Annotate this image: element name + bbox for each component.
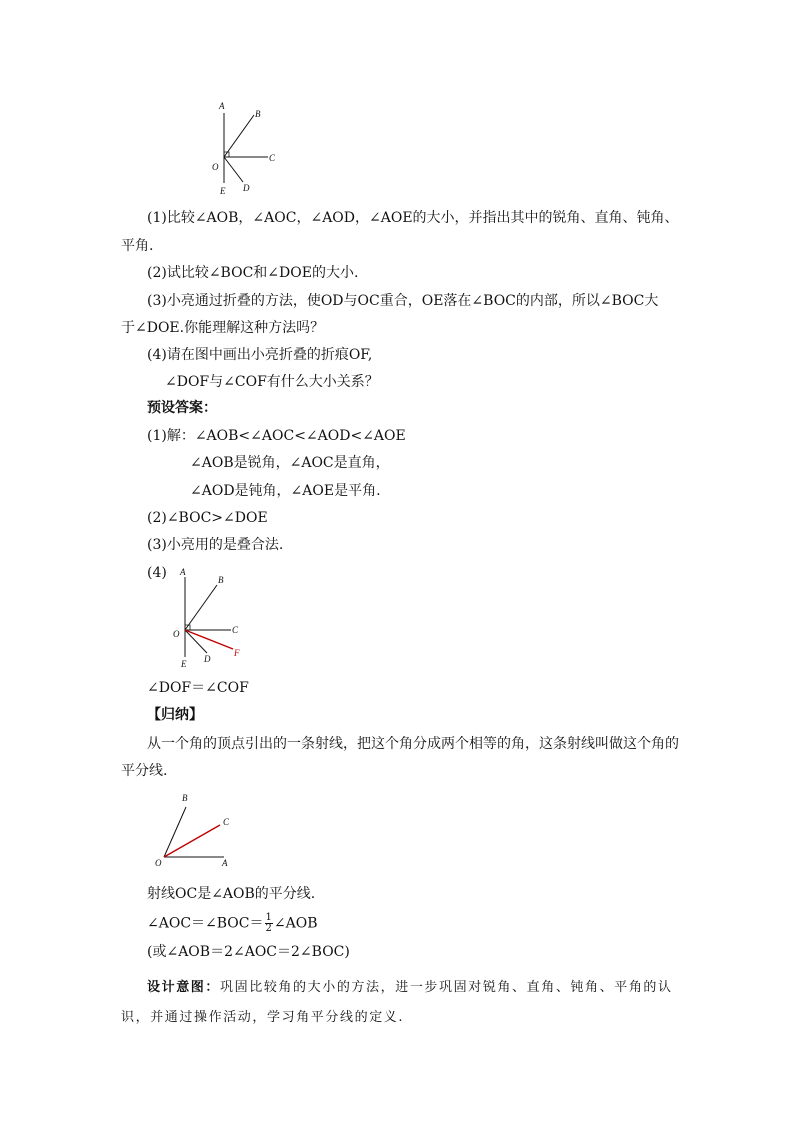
label-A: A xyxy=(180,567,186,577)
answer-4-label: (4) xyxy=(147,565,167,581)
fraction-denominator: 2 xyxy=(265,923,272,934)
answer-1-line-2: ∠AOB是锐角，∠AOC是直角， xyxy=(190,455,390,471)
design-intent-text-1: 巩固比较角的大小的方法，进一步巩固对锐角、直角、钝角、平角的认 xyxy=(220,980,673,995)
question-2: (2)试比较∠BOC和∠DOE的大小. xyxy=(147,265,359,281)
answer-1-line-3: ∠AOD是钝角，∠AOE是平角. xyxy=(190,483,381,499)
label-D: D xyxy=(204,654,211,664)
bisector-equation-1 xyxy=(147,913,317,934)
figure-3-angle-bisector xyxy=(150,790,240,870)
question-1-line-1: (1)比较∠AOB，∠AOC，∠AOD，∠AOE的大小，并指出其中的锐角、直角、钝角、 xyxy=(147,210,679,226)
one-half-fraction xyxy=(265,913,273,934)
label-C: C xyxy=(232,625,239,635)
answer-1-line-1: (1)解：∠AOB<∠AOC<∠AOD<∠AOE xyxy=(147,428,406,444)
design-intent-line-1 xyxy=(147,976,673,995)
answer-2: (2)∠BOC>∠DOE xyxy=(147,510,268,526)
label-O: O xyxy=(155,858,162,868)
label-F: F xyxy=(234,648,240,658)
bisector-equation-2: (或∠AOB＝2∠AOC＝2∠BOC) xyxy=(147,944,350,960)
question-1-line-2: 平角. xyxy=(121,238,154,254)
design-intent-line-2: 识，并通过操作活动，学习角平分线的定义. xyxy=(121,1010,405,1025)
equation-left: ∠AOC＝∠BOC＝ xyxy=(147,915,264,932)
label-O: O xyxy=(173,629,180,639)
fraction-numerator: 1 xyxy=(265,912,272,923)
label-D: D xyxy=(243,183,250,193)
question-3-line-1: (3)小亮通过折叠的方法，使OD与OC重合，OE落在∠BOC的内部，所以∠BOC大 xyxy=(147,293,659,309)
summary-heading: 【归纳】 xyxy=(147,707,203,723)
answers-heading: 预设答案： xyxy=(147,400,217,416)
label-O: O xyxy=(212,162,219,172)
label-A: A xyxy=(219,101,225,111)
answer-4-result: ∠DOF＝∠COF xyxy=(147,680,249,696)
figure-1-angles xyxy=(205,100,290,195)
question-3-line-2: 于∠DOE.你能理解这种方法吗？ xyxy=(121,320,325,336)
question-4-line-1: (4)请在图中画出小亮折叠的折痕OF, xyxy=(147,347,373,363)
figure-2-fold-crease xyxy=(170,565,255,670)
definition-line-1: 从一个角的顶点引出的一条射线，把这个角分成两个相等的角，这条射线叫做这个角的 xyxy=(147,736,679,752)
definition-line-2: 平分线. xyxy=(121,763,168,779)
label-E: E xyxy=(220,186,226,195)
design-intent-label: 设计意图： xyxy=(147,980,221,995)
ray-statement: 射线OC是∠AOB的平分线. xyxy=(147,886,316,902)
label-B: B xyxy=(255,109,261,119)
label-C: C xyxy=(223,817,230,827)
label-B: B xyxy=(218,575,224,585)
answer-3: (3)小亮用的是叠合法. xyxy=(147,537,284,553)
label-C: C xyxy=(269,153,276,163)
label-E: E xyxy=(181,659,187,669)
equation-right: ∠AOB xyxy=(273,915,318,932)
label-A: A xyxy=(222,858,228,868)
question-4-line-2: ∠DOF与∠COF有什么大小关系？ xyxy=(165,374,379,390)
label-B: B xyxy=(182,793,188,803)
